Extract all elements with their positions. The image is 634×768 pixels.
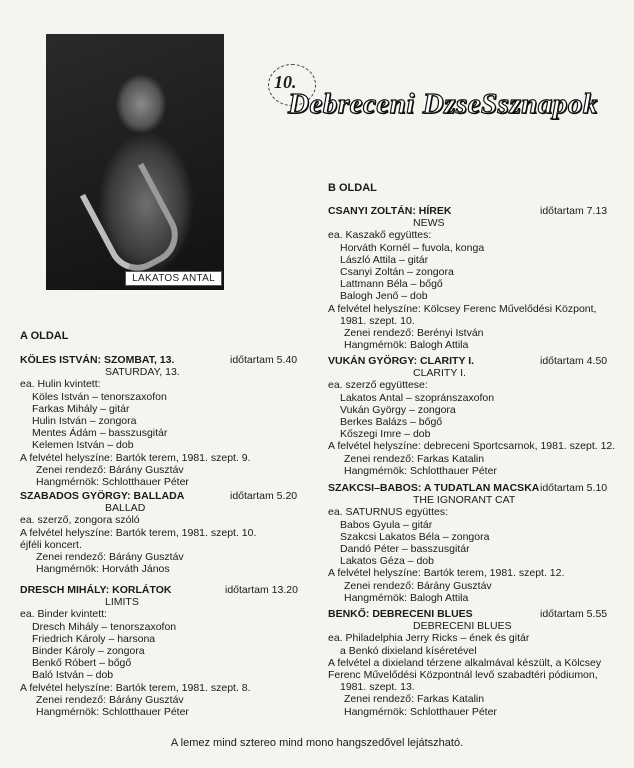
credit-line: A felvétel helyszíne: Bartók terem, 1981. szept. 8. (20, 681, 251, 694)
credit-line: A felvétel a dixieland térzene alkalmával készült, a Kölcsey (328, 656, 602, 669)
track-title: SZABADOS GYÖRGY: BALLADA (20, 490, 185, 502)
track-duration: időtartam 13.20 (225, 584, 298, 596)
photo-caption: LAKATOS ANTAL (125, 271, 222, 286)
track-subtitle: LIMITS (105, 596, 139, 609)
credit-line: Babos Gyula – gitár (340, 518, 433, 531)
credit-line: A felvétel helyszíne: Bartók terem, 1981. szept. 10. (20, 526, 257, 539)
credit-line: a Benkó dixieland kíséretével (340, 644, 477, 657)
credit-line: Horváth Kornél – fuvola, konga (340, 241, 485, 254)
credit-line: Farkas Mihály – gitár (32, 402, 130, 415)
track-subtitle: SATURDAY, 13. (105, 366, 180, 379)
credit-line: Berkes Balázs – bőgő (340, 416, 443, 429)
track-subtitle: BALLAD (105, 502, 146, 515)
credit-line: Zenei rendező: Bárány Gusztáv (36, 551, 184, 564)
credit-line: Zenei rendező: Farkas Katalin (344, 452, 485, 465)
credit-line: 1981. szept. 10. (340, 314, 415, 327)
credit-line: Lattmann Béla – bőgő (340, 278, 443, 291)
logo-title: Debreceni DzseSsznapok (288, 88, 598, 120)
playback-note: A lemez mind sztereo mind mono hangszedővel lejátszható. (170, 737, 464, 749)
credit-line: Zenei rendező: Bárány Gusztáv (344, 579, 492, 592)
cover-photo (46, 34, 224, 290)
track-header (328, 482, 628, 494)
track-subtitle: NEWS (413, 217, 445, 230)
track-title: KÖLES ISTVÁN: SZOMBAT, 13. (20, 354, 175, 366)
credit-line: Hangmérnök: Balogh Attila (344, 591, 469, 604)
track-duration: időtartam 5.10 (540, 482, 608, 494)
track-duration: időtartam 5.55 (540, 608, 608, 620)
credit-line: Hangmérnök: Schlotthauer Péter (36, 476, 189, 489)
track (20, 354, 310, 488)
credit-line: Csanyi Zoltán – zongora (340, 266, 454, 279)
credit-line: Lakatos Géza – dob (340, 555, 434, 568)
credit-line: Dresch Mihály – tenorszaxofon (32, 620, 177, 633)
credit-line: Dandó Péter – basszusgitár (340, 543, 470, 556)
track-title: CSANYI ZOLTÁN: HÍREK (328, 205, 452, 217)
credit-line: Szakcsi Lakatos Béla – zongora (340, 530, 490, 543)
credit-line: Hangmérnök: Horváth János (36, 563, 170, 576)
track (328, 205, 628, 351)
credit-line: ea. Kaszakő együttes: (328, 229, 432, 242)
credit-line: Zenei rendező: Farkas Katalin (344, 693, 485, 706)
track (328, 355, 628, 477)
track-subtitle: CLARITY I. (413, 367, 466, 380)
credit-line: Hangmérnök: Schlotthauer Péter (36, 706, 189, 719)
credit-line: Ferenc Művelődési Központnál levő szabadtéri pódiumon, (328, 669, 598, 682)
credit-line: Zenei rendező: Berényi István (344, 327, 484, 340)
track-header (20, 354, 310, 366)
track-duration: időtartam 4.50 (540, 355, 608, 367)
credit-line: Binder Károly – zongora (32, 645, 145, 658)
side-a-label: A OLDAL (20, 330, 69, 342)
credit-line: Lakatos Antal – szopránszaxofon (340, 391, 495, 404)
credit-line: Hangmérnök: Schlotthauer Péter (344, 464, 497, 477)
festival-logo (268, 70, 618, 130)
credit-line: A felvétel helyszíne: debreceni Sportcsarnok, 1981. szept. 12. (328, 440, 616, 453)
credit-line: Hangmérnök: Balogh Attila (344, 339, 469, 352)
track-header (328, 205, 628, 217)
saxophone-shape (80, 163, 189, 282)
credit-line: ea. Hulin kvintett: (20, 378, 101, 391)
track (20, 584, 310, 718)
track (328, 608, 628, 718)
track-title: VUKÁN GYÖRGY: CLARITY I. (328, 355, 475, 367)
track-header (328, 355, 628, 367)
track-duration: időtartam 5.20 (230, 490, 298, 502)
track-title: DRESCH MIHÁLY: KORLÁTOK (20, 584, 172, 596)
track (328, 482, 628, 604)
track-header (20, 584, 310, 596)
credit-line: ea. szerző, zongora szóló (20, 514, 140, 527)
credit-line: ea. Binder kvintett: (20, 608, 107, 621)
credit-line: Zenei rendező: Bárány Gusztáv (36, 463, 184, 476)
track-title: SZAKCSI–BABOS: A TUDATLAN MACSKA (328, 482, 540, 494)
credit-line: A felvétel helyszíne: Kölcsey Ferenc Művelődési Központ, (328, 302, 597, 315)
credit-line: Hangmérnök: Schlotthauer Péter (344, 705, 497, 718)
track-title: BENKŐ: DEBRECENI BLUES (328, 608, 473, 620)
credit-line: ea. Philadelphia Jerry Ricks – ének és gitár (328, 632, 530, 645)
credit-line: A felvétel helyszíne: Bartók terem, 1981. szept. 9. (20, 451, 251, 464)
credit-line: 1981. szept. 13. (340, 681, 415, 694)
credit-line: Kőszegi Imre – dob (340, 428, 431, 441)
credit-line: A felvétel helyszíne: Bartók terem, 1981. szept. 12. (328, 567, 565, 580)
credit-line: Benkő Róbert – bőgő (32, 657, 132, 670)
track-header (328, 608, 628, 620)
credit-line: Köles István – tenorszaxofon (32, 390, 167, 403)
track-subtitle: DEBRECENI BLUES (413, 620, 512, 633)
logo-number: 10. (274, 72, 297, 92)
credit-line: Hulin István – zongora (32, 415, 137, 428)
track-duration: időtartam 7.13 (540, 205, 608, 217)
credit-line: éjféli koncert. (20, 538, 82, 551)
credit-line: Vukán György – zongora (340, 403, 456, 416)
track-header (20, 490, 310, 502)
credit-line: Mentes Ádám – basszusgitár (32, 427, 168, 440)
credit-line: László Attila – gitár (340, 253, 429, 266)
credit-line: ea. szerző együttese: (328, 379, 428, 392)
credit-line: Friedrich Károly – harsona (32, 632, 156, 645)
credit-line: ea. SATURNUS együttes: (328, 506, 449, 519)
track-duration: időtartam 5.40 (230, 354, 298, 366)
credit-line: Kelemen István – dob (32, 439, 134, 452)
credit-line: Balogh Jenő – dob (340, 290, 428, 303)
credit-line: Zenei rendező: Bárány Gusztáv (36, 693, 184, 706)
side-b-label: B OLDAL (328, 182, 377, 194)
track-subtitle: THE IGNORANT CAT (413, 494, 516, 507)
credit-line: Baló István – dob (32, 669, 114, 682)
track (20, 490, 310, 575)
